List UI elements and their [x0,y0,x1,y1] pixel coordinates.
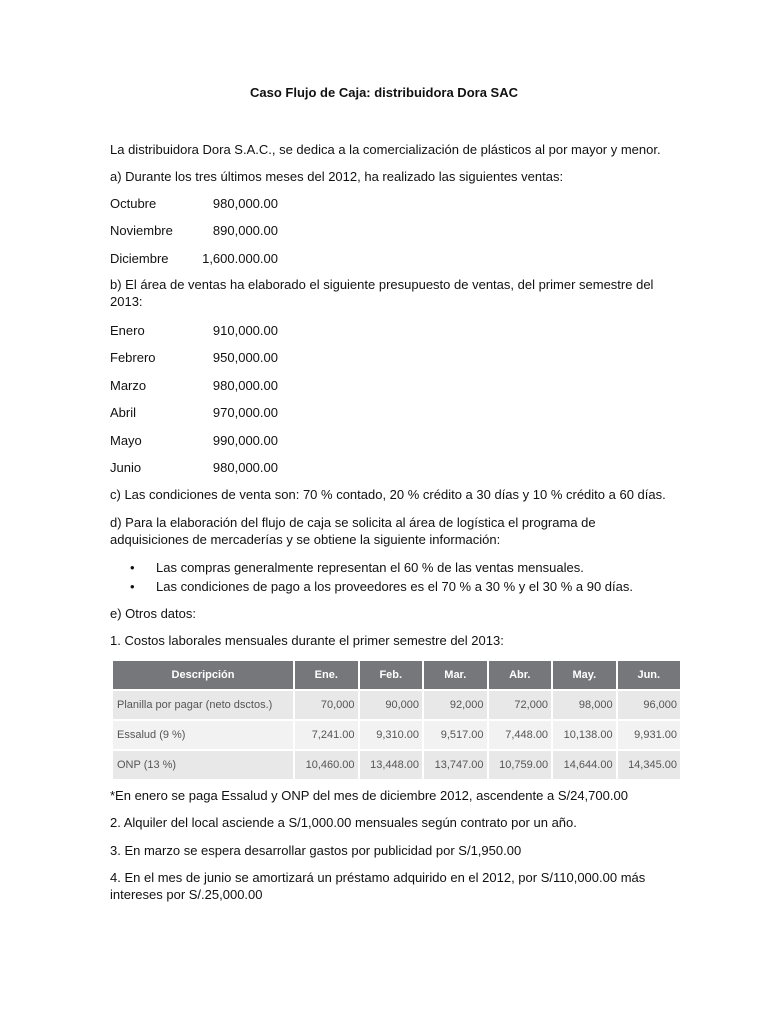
table-header-row [113,661,680,690]
table-cell: ONP (13 %) [113,750,294,779]
table-cell: 13,448.00 [359,750,424,779]
table-cell: 98,000 [552,690,617,720]
budget-row [110,322,278,339]
budget-month: Mayo [110,433,142,448]
table-cell: 13,747.00 [423,750,488,779]
table-cell: 92,000 [423,690,488,720]
table-cell: 10,460.00 [294,750,359,779]
bullet-icon: • [130,579,135,594]
sales-month: Noviembre [110,223,173,238]
sales-amount: 890,000.00 [212,223,278,238]
column-header: May. [552,661,617,690]
table-cell: 9,310.00 [359,720,424,750]
column-header: Feb. [359,661,424,690]
item-1-text: 1. Costos laborales mensuales durante el primer semestre del 2013: [110,633,504,648]
table-cell: 7,241.00 [294,720,359,750]
labor-costs-table [113,661,680,779]
table-cell: 90,000 [359,690,424,720]
sales-row [110,250,278,267]
table-cell: 7,448.00 [488,720,553,750]
table-row [113,690,680,720]
table-cell: Planilla por pagar (neto dsctos.) [113,690,294,720]
budget-row [110,349,278,366]
intro-paragraph: La distribuidora Dora S.A.C., se dedica a la comercialización de plásticos al por mayor y menor. [110,142,661,157]
budget-month: Marzo [110,378,147,393]
table-cell: 10,138.00 [552,720,617,750]
column-header: Ene. [294,661,359,690]
budget-month: Junio [110,460,142,475]
budget-row [110,459,278,476]
sales-amount: 1,600.000.00 [202,251,278,266]
table-cell: 10,759.00 [488,750,553,779]
column-header: Abr. [488,661,553,690]
table-cell: 14,644.00 [552,750,617,779]
bullet-icon: • [130,560,135,575]
document-title: Caso Flujo de Caja: distribuidora Dora SAC [250,85,518,100]
item-3-text: 3. En marzo se espera desarrollar gastos por publicidad por S/1,950.00 [110,843,522,858]
budget-month: Abril [110,405,137,420]
table-cell: 96,000 [617,690,680,720]
sales-amount: 980,000.00 [212,196,278,211]
table-cell: 72,000 [488,690,553,720]
budget-amount: 970,000.00 [212,405,278,420]
budget-amount: 990,000.00 [212,433,278,448]
section-b-text: b) El área de ventas ha elaborado el siguiente presupuesto de ventas, del primer semestre del 2013: [110,277,654,309]
budget-month: Enero [110,323,145,338]
sales-month: Octubre [110,196,157,211]
budget-row [110,377,278,394]
sales-row [110,195,278,212]
item-4-text: 4. En el mes de junio se amortizará un préstamo adquirido en el 2012, por S/110,000.00 más intereses por S/.25,000.00 [110,870,646,902]
table-cell: 9,517.00 [423,720,488,750]
column-header: Jun. [617,661,680,690]
budget-month: Febrero [110,350,156,365]
section-d-text: d) Para la elaboración del flujo de caja se solicita al área de logística el programa de adquisiciones de mercaderías y se obtiene la siguiente información: [110,515,596,547]
section-e-text: e) Otros datos: [110,606,196,621]
budget-row [110,404,278,421]
table-cell: 14,345.00 [617,750,680,779]
item-2-text: 2. Alquiler del local asciende a S/1,000.00 mensuales según contrato por un año. [110,815,577,830]
sales-row [110,222,278,239]
column-header: Mar. [423,661,488,690]
budget-amount: 980,000.00 [212,378,278,393]
table-row [113,720,680,750]
section-a-text: a) Durante los tres últimos meses del 2012, ha realizado las siguientes ventas: [110,169,564,184]
table-cell: Essalud (9 %) [113,720,294,750]
section-c-text: c) Las condiciones de venta son: 70 % contado, 20 % crédito a 30 días y 10 % crédito a 60 días. [110,487,666,502]
budget-amount: 910,000.00 [212,323,278,338]
column-header: Descripción [113,661,294,690]
sales-month: Diciembre [110,251,169,266]
budget-row [110,432,278,449]
bullet-text: Las compras generalmente representan el 60 % de las ventas mensuales. [156,560,584,575]
budget-amount: 980,000.00 [212,460,278,475]
bullet-text: Las condiciones de pago a los proveedores es el 70 % a 30 % y el 30 % a 90 días. [156,579,633,594]
table-cell: 70,000 [294,690,359,720]
budget-amount: 950,000.00 [212,350,278,365]
table-row [113,750,680,779]
table-cell: 9,931.00 [617,720,680,750]
note-text: *En enero se paga Essalud y ONP del mes de diciembre 2012, ascendente a S/24,700.00 [110,788,628,803]
